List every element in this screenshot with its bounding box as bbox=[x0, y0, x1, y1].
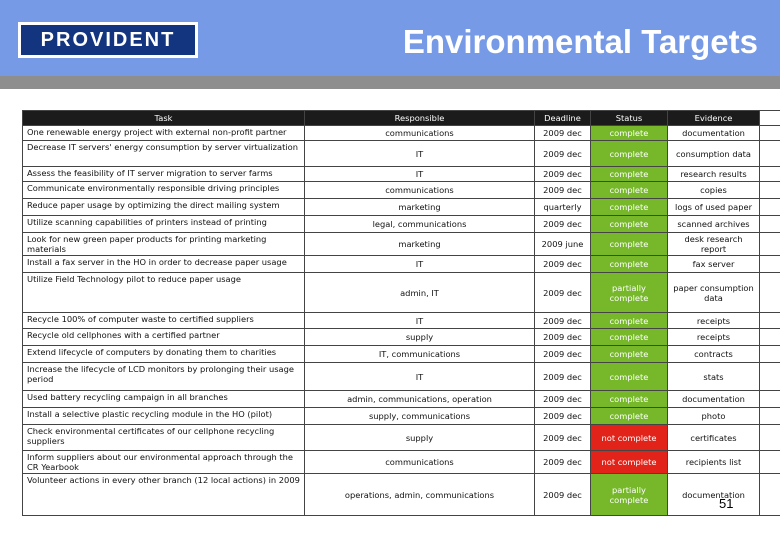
status-cell: complete bbox=[591, 167, 668, 182]
responsible-cell: communications bbox=[305, 126, 535, 141]
responsible-cell: admin, communications, operation bbox=[305, 391, 535, 408]
responsible-cell: IT bbox=[305, 167, 535, 182]
evidence-cell: photo bbox=[668, 408, 760, 425]
row-spacer bbox=[760, 126, 780, 141]
evidence-cell: consumption data bbox=[668, 141, 760, 167]
evidence-cell: receipts bbox=[668, 313, 760, 329]
status-cell: complete bbox=[591, 199, 668, 216]
status-cell: partially complete bbox=[591, 474, 668, 516]
status-cell: complete bbox=[591, 233, 668, 256]
evidence-cell: desk research report bbox=[668, 233, 760, 256]
header-banner bbox=[0, 0, 780, 76]
deadline-cell: 2009 dec bbox=[535, 363, 591, 391]
targets-table bbox=[22, 110, 780, 516]
deadline-cell: 2009 dec bbox=[535, 451, 591, 474]
table-row bbox=[23, 363, 780, 391]
table-row bbox=[23, 408, 780, 425]
row-spacer bbox=[760, 425, 780, 451]
task-cell: Inform suppliers about our environmental approach through the CR Yearbook bbox=[23, 451, 305, 474]
deadline-cell: 2009 dec bbox=[535, 313, 591, 329]
responsible-cell: supply bbox=[305, 329, 535, 346]
header-evidence: Evidence bbox=[668, 111, 760, 126]
responsible-cell: supply, communications bbox=[305, 408, 535, 425]
page-number: 51 bbox=[719, 496, 734, 511]
header-responsible: Responsible bbox=[305, 111, 535, 126]
task-cell: Volunteer actions in every other branch (12 local actions) in 2009 bbox=[23, 474, 305, 516]
responsible-cell: IT bbox=[305, 363, 535, 391]
deadline-cell: 2009 dec bbox=[535, 216, 591, 233]
provident-logo bbox=[18, 22, 198, 58]
deadline-cell: 2009 dec bbox=[535, 329, 591, 346]
deadline-cell: quarterly bbox=[535, 199, 591, 216]
row-spacer bbox=[760, 474, 780, 516]
deadline-cell: 2009 dec bbox=[535, 273, 591, 313]
evidence-cell: fax server bbox=[668, 256, 760, 273]
deadline-cell: 2009 dec bbox=[535, 141, 591, 167]
table-row bbox=[23, 346, 780, 363]
header-divider bbox=[0, 76, 780, 89]
status-cell: complete bbox=[591, 391, 668, 408]
evidence-cell: recipients list bbox=[668, 451, 760, 474]
evidence-cell: certificates bbox=[668, 425, 760, 451]
evidence-cell: research results bbox=[668, 167, 760, 182]
page-title: Environmental Targets bbox=[402, 23, 758, 60]
deadline-cell: 2009 dec bbox=[535, 167, 591, 182]
status-cell: complete bbox=[591, 346, 668, 363]
status-cell: complete bbox=[591, 216, 668, 233]
responsible-cell: IT bbox=[305, 256, 535, 273]
row-spacer bbox=[760, 216, 780, 233]
status-cell: complete bbox=[591, 182, 668, 199]
task-cell: Communicate environmentally responsible driving principles bbox=[23, 182, 305, 199]
row-spacer bbox=[760, 256, 780, 273]
status-cell: not complete bbox=[591, 451, 668, 474]
deadline-cell: 2009 dec bbox=[535, 346, 591, 363]
status-cell: complete bbox=[591, 126, 668, 141]
responsible-cell: IT, communications bbox=[305, 346, 535, 363]
evidence-cell: documentation bbox=[668, 391, 760, 408]
responsible-cell: marketing bbox=[305, 233, 535, 256]
logo-text: PROVIDENT bbox=[21, 25, 195, 55]
header-status: Status bbox=[591, 111, 668, 126]
responsible-cell: supply bbox=[305, 425, 535, 451]
table-row bbox=[23, 313, 780, 329]
evidence-cell: documentation bbox=[668, 126, 760, 141]
row-spacer bbox=[760, 451, 780, 474]
task-cell: Recycle 100% of computer waste to certified suppliers bbox=[23, 313, 305, 329]
deadline-cell: 2009 dec bbox=[535, 126, 591, 141]
table-row bbox=[23, 182, 780, 199]
status-cell: complete bbox=[591, 313, 668, 329]
task-cell: Check environmental certificates of our cellphone recycling suppliers bbox=[23, 425, 305, 451]
responsible-cell: legal, communications bbox=[305, 216, 535, 233]
task-cell: Look for new green paper products for printing marketing materials bbox=[23, 233, 305, 256]
deadline-cell: 2009 dec bbox=[535, 256, 591, 273]
responsible-cell: communications bbox=[305, 451, 535, 474]
task-cell: Reduce paper usage by optimizing the direct mailing system bbox=[23, 199, 305, 216]
responsible-cell: IT bbox=[305, 141, 535, 167]
task-cell: One renewable energy project with external non-profit partner bbox=[23, 126, 305, 141]
row-spacer bbox=[760, 199, 780, 216]
row-spacer bbox=[760, 329, 780, 346]
table-row bbox=[23, 329, 780, 346]
deadline-cell: 2009 june bbox=[535, 233, 591, 256]
table-row bbox=[23, 451, 780, 474]
table-row bbox=[23, 126, 780, 141]
row-spacer bbox=[760, 363, 780, 391]
table-row bbox=[23, 273, 780, 313]
table-row bbox=[23, 474, 780, 516]
responsible-cell: operations, admin, communications bbox=[305, 474, 535, 516]
status-cell: complete bbox=[591, 408, 668, 425]
task-cell: Install a fax server in the HO in order to decrease paper usage bbox=[23, 256, 305, 273]
table-row bbox=[23, 256, 780, 273]
deadline-cell: 2009 dec bbox=[535, 474, 591, 516]
evidence-cell: copies bbox=[668, 182, 760, 199]
table-row bbox=[23, 141, 780, 167]
responsible-cell: marketing bbox=[305, 199, 535, 216]
task-cell: Extend lifecycle of computers by donating them to charities bbox=[23, 346, 305, 363]
status-cell: partially complete bbox=[591, 273, 668, 313]
status-cell: complete bbox=[591, 141, 668, 167]
evidence-cell: logs of used paper bbox=[668, 199, 760, 216]
deadline-cell: 2009 dec bbox=[535, 182, 591, 199]
evidence-cell: paper consumption data bbox=[668, 273, 760, 313]
row-spacer bbox=[760, 346, 780, 363]
task-cell: Increase the lifecycle of LCD monitors by prolonging their usage period bbox=[23, 363, 305, 391]
task-cell: Utilize scanning capabilities of printers instead of printing bbox=[23, 216, 305, 233]
deadline-cell: 2009 dec bbox=[535, 408, 591, 425]
status-cell: not complete bbox=[591, 425, 668, 451]
evidence-cell: stats bbox=[668, 363, 760, 391]
responsible-cell: admin, IT bbox=[305, 273, 535, 313]
row-spacer bbox=[760, 408, 780, 425]
evidence-cell: receipts bbox=[668, 329, 760, 346]
task-cell: Install a selective plastic recycling module in the HO (pilot) bbox=[23, 408, 305, 425]
deadline-cell: 2009 dec bbox=[535, 425, 591, 451]
table-row bbox=[23, 199, 780, 216]
task-cell: Utilize Field Technology pilot to reduce paper usage bbox=[23, 273, 305, 313]
evidence-cell: documentation bbox=[668, 474, 760, 516]
row-spacer bbox=[760, 391, 780, 408]
row-spacer bbox=[760, 273, 780, 313]
task-cell: Decrease IT servers' energy consumption by server virtualization bbox=[23, 141, 305, 167]
status-cell: complete bbox=[591, 329, 668, 346]
responsible-cell: communications bbox=[305, 182, 535, 199]
row-spacer bbox=[760, 141, 780, 167]
task-cell: Recycle old cellphones with a certified partner bbox=[23, 329, 305, 346]
table-row bbox=[23, 233, 780, 256]
evidence-cell: scanned archives bbox=[668, 216, 760, 233]
row-spacer bbox=[760, 313, 780, 329]
table-row bbox=[23, 391, 780, 408]
deadline-cell: 2009 dec bbox=[535, 391, 591, 408]
header-task: Task bbox=[23, 111, 305, 126]
row-spacer bbox=[760, 167, 780, 182]
status-cell: complete bbox=[591, 363, 668, 391]
header-spacer bbox=[760, 111, 780, 126]
row-spacer bbox=[760, 233, 780, 256]
status-cell: complete bbox=[591, 256, 668, 273]
header-deadline: Deadline bbox=[535, 111, 591, 126]
task-cell: Assess the feasibility of IT server migration to server farms bbox=[23, 167, 305, 182]
row-spacer bbox=[760, 182, 780, 199]
responsible-cell: IT bbox=[305, 313, 535, 329]
evidence-cell: contracts bbox=[668, 346, 760, 363]
task-cell: Used battery recycling campaign in all branches bbox=[23, 391, 305, 408]
table-header-row bbox=[23, 111, 780, 126]
table-row bbox=[23, 216, 780, 233]
table-row bbox=[23, 167, 780, 182]
table-row bbox=[23, 425, 780, 451]
